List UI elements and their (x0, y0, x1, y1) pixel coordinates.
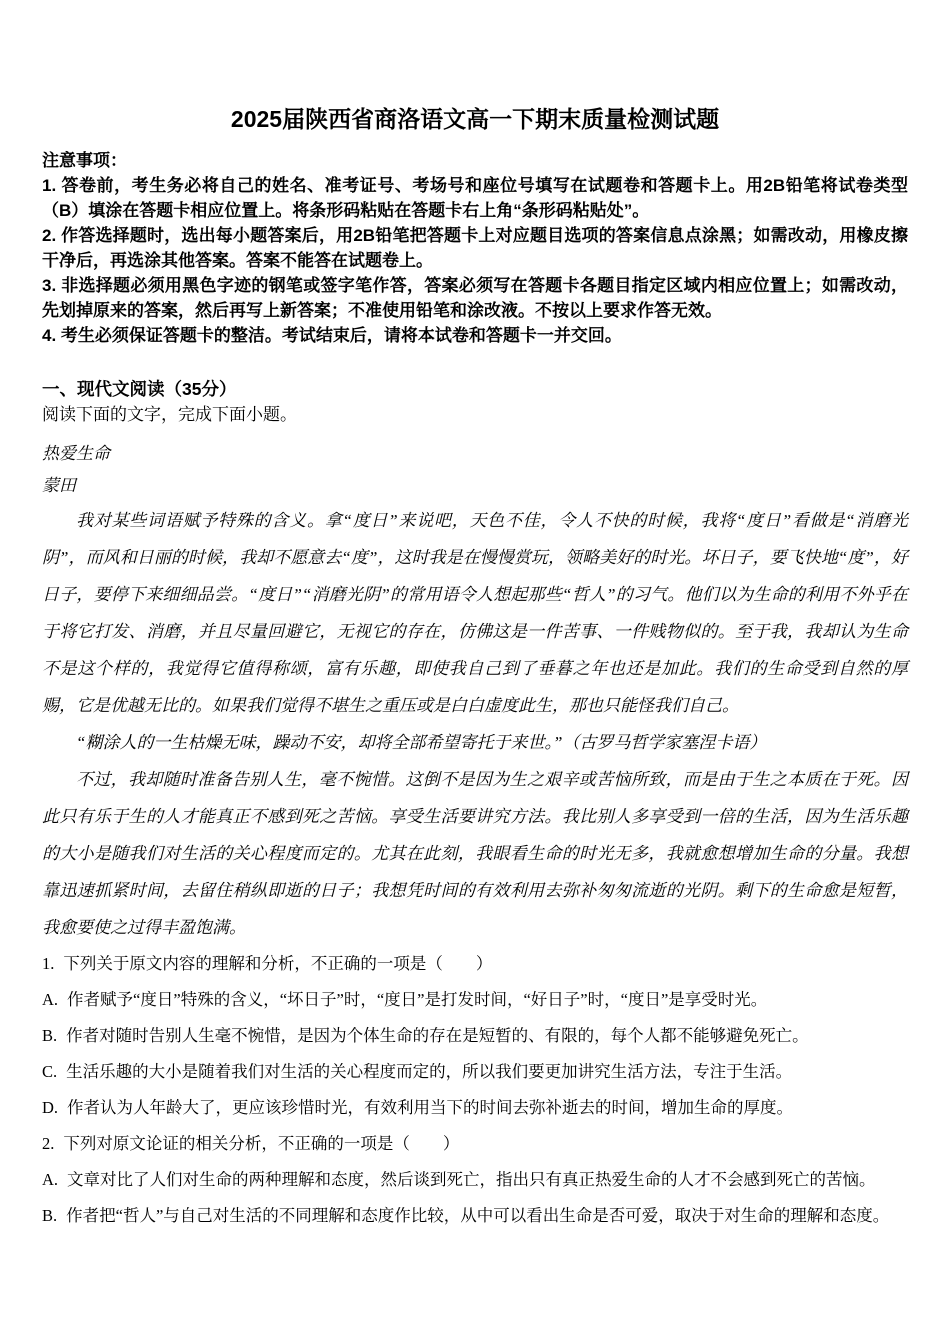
question-2-option-b (42, 1198, 908, 1234)
option-b-label: B. (42, 1026, 58, 1045)
option-a-text: 作者赋予“度日”特殊的含义，“坏日子”时，“度日”是打发时间，“好日子”时，“度日”是享受时光。 (67, 990, 768, 1009)
question-2-number: 2. (42, 1134, 55, 1153)
section-one-heading: 一、现代文阅读（35分） (42, 379, 237, 399)
document-title: 2025届陕西省商洛语文高一下期末质量检测试题 (230, 106, 720, 132)
notice-section (42, 148, 908, 348)
question-2-option-a (42, 1162, 908, 1198)
passage-title: 热爱生命 (42, 444, 110, 463)
passage-paragraph-2: “糊涂人的一生枯燥无味，躁动不安，却将全部希望寄托于来世。”（古罗马哲学家塞涅卡语） (76, 733, 767, 752)
question-1-option-c (42, 1054, 908, 1090)
notice-item-3: 3. 非选择题必须用黑色字迹的钢笔或签字笔作答，答案必须写在答题卡各题目指定区域内相应位置上；如需改动，先划掉原来的答案，然后再写上新答案；不准使用铅笔和涂改液。不按以上要求作答无效。 (42, 276, 908, 320)
option-c-text: 生活乐趣的大小是随着我们对生活的关心程度而定的，所以我们要更加讲究生活方法，专注于生活。 (66, 1062, 793, 1081)
option-a-label: A. (42, 990, 59, 1009)
notice-item-4: 4. 考生必须保证答题卡的整洁。考试结束后，请将本试卷和答题卡一并交回。 (42, 326, 622, 345)
passage-paragraph-3: 不过，我却随时准备告别人生，毫不惋惜。这倒不是因为生之艰辛或苦恼所致，而是由于生之本质在于死。因此只有乐于生的人才能真正不感到死之苦恼。享受生活要讲究方法。我比别人多享受到一倍的生活，因为生活乐趣的大小是随我们对生活的关心程度而定的。尤其在此刻，我眼看生命的时光无多，我就愈想增加生命的分量。我想靠迅速抓紧时间，去留住稍纵即逝的日子；我想凭时间的有效利用去弥补匆匆流逝的光阴。剩下的生命愈是短暂，我愈要使之过得丰盈饱满。 (42, 770, 908, 937)
passage-paragraph-1: 我对某些词语赋予特殊的含义。拿“度日”来说吧，天色不佳，令人不快的时候，我将“度日”看做是“消磨光阴”，而风和日丽的时候，我却不愿意去“度”，这时我是在慢慢赏玩，领略美好的时光。坏日子，要飞快地“度”，好日子，要停下来细细品尝。“度日”“消磨光阴”的常用语令人想起那些“哲人”的习气。他们以为生命的利用不外乎在于将它打发、消磨，并且尽量回避它，无视它的存在，仿佛这是一件苦事、一件贱物似的。至于我，我却认为生命不是这个样的，我觉得它值得称颂，富有乐趣，即使我自己到了垂暮之年也还是加此。我们的生命受到自然的厚赐，它是优越无比的。如果我们觉得不堪生之重压或是白白虚度此生，那也只能怪我们自己。 (42, 511, 908, 715)
option-c-label: C. (42, 1062, 58, 1081)
option-b-text: 作者对随时告别人生毫不惋惜，是因为个体生命的存在是短暂的、有限的，每个人都不能够避免死亡。 (66, 1026, 809, 1045)
option-a-label: A. (42, 1170, 59, 1189)
reading-passage (42, 438, 908, 946)
question-1-option-a (42, 982, 908, 1018)
question-1-option-b (42, 1018, 908, 1054)
option-d-text: 作者认为人年龄大了，更应该珍惜时光，有效利用当下的时间去弥补逝去的时间，增加生命的厚度。 (67, 1098, 794, 1117)
question-1-stem: 下列关于原文内容的理解和分析，不正确的一项是（ ） (63, 954, 493, 973)
question-2-stem: 下列对原文论证的相关分析，不正确的一项是（ ） (63, 1134, 460, 1153)
question-1-number: 1. (42, 954, 55, 973)
option-b-text: 作者把“哲人”与自己对生活的不同理解和态度作比较，从中可以看出生命是否可爱，取决于对生命的理解和态度。 (66, 1206, 890, 1225)
notice-item-1: 1. 答卷前，考生务必将自己的姓名、准考证号、考场号和座位号填写在试题卷和答题卡上。用2B铅笔将试卷类型（B）填涂在答题卡相应位置上。将条形码粘贴在答题卡右上角“条形码粘贴处”。 (42, 176, 908, 220)
notice-heading: 注意事项： (42, 151, 127, 170)
option-b-label: B. (42, 1206, 58, 1225)
reading-instruction: 阅读下面的文字，完成下面小题。 (42, 405, 297, 424)
notice-item-2: 2. 作答选择题时，选出每小题答案后，用2B铅笔把答题卡上对应题目选项的答案信息点涂黑；如需改动，用橡皮擦干净后，再选涂其他答案。答案不能答在试题卷上。 (42, 226, 908, 270)
question-1-option-d (42, 1090, 908, 1126)
option-a-text: 文章对比了人们对生命的两种理解和态度，然后谈到死亡，指出只有真正热爱生命的人才不会感到死亡的苦恼。 (67, 1170, 876, 1189)
passage-author: 蒙田 (42, 476, 76, 495)
question-2-stem-row (42, 1126, 908, 1162)
questions-section (42, 946, 908, 1234)
question-1-stem-row (42, 946, 908, 982)
option-d-label: D. (42, 1098, 59, 1117)
